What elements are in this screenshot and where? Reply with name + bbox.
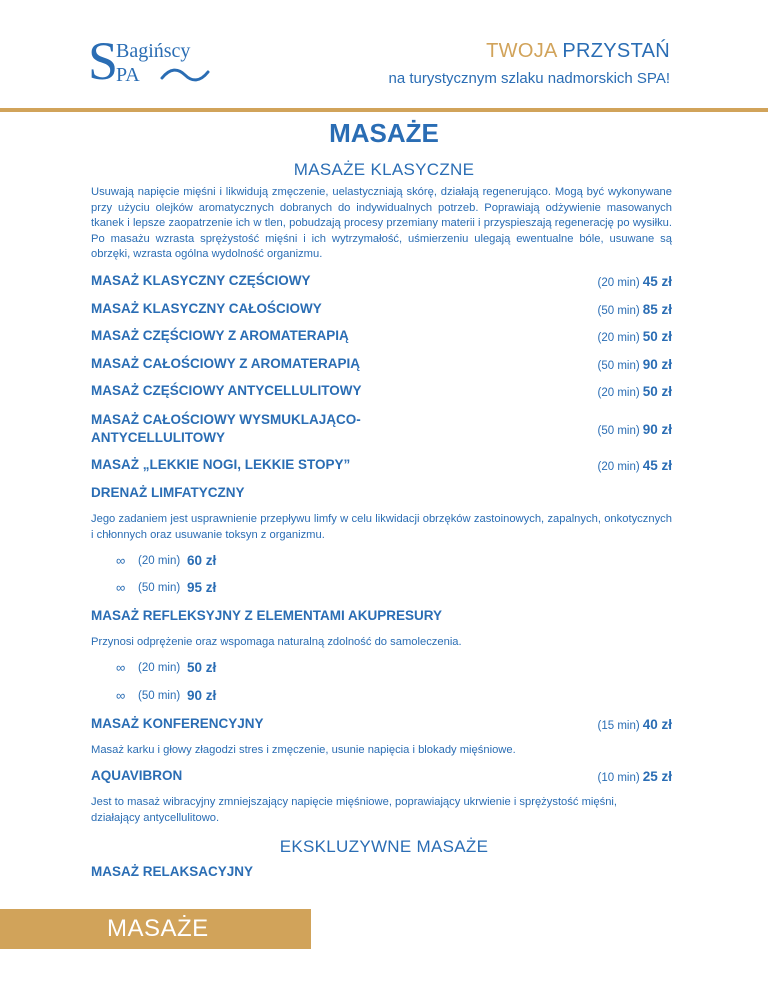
- footer-label: MASAŻE: [107, 915, 209, 942]
- classic-description: Usuwają napięcie mięśni i likwidują zmęczenie, uelastyczniają skórę, działają regenerująco. Mogą być wykonywane przy użyciu olejków aromatycznych dobranych do indywidualnych potrzeb. Poprawiają odżywienie masowanych tkanek i lepsze zaopatrzenie ich w tlen, pobudzają procesy przemiany materii i przyspieszają regenerację po wysiłku. Po masażu wzrasta sprężystość mięśni i ich wytrzymałość, uśmierzeniu ulegają ewentualne bóle, usuwane są obrzęki, wzrasta ogólna wydolność organizmu.: [91, 186, 672, 260]
- aquavibron-title: AQUAVIBRON: [91, 768, 183, 783]
- price-row: [91, 300, 672, 318]
- item-name: MASAŻ CAŁOŚCIOWY Z AROMATERAPIĄ: [91, 356, 360, 371]
- item-name: MASAŻ KLASYCZNY CAŁOŚCIOWY: [91, 301, 322, 316]
- item-price-value: 50 zł: [642, 328, 672, 344]
- tagline-part2: PRZYSTAŃ: [562, 40, 670, 62]
- logo-spa: PA: [116, 64, 140, 86]
- tagline-sub: na turystycznym szlaku nadmorskich SPA!: [388, 70, 670, 87]
- list-item: [116, 688, 216, 703]
- infinity-icon: ∞: [116, 688, 126, 703]
- option-price: 90 zł: [186, 688, 217, 703]
- item-price-value: 45 zł: [642, 457, 672, 473]
- item-price: [598, 329, 672, 344]
- item-name: MASAŻ „LEKKIE NOGI, LEKKIE STOPY”: [91, 457, 351, 472]
- list-item: [116, 660, 216, 675]
- item-duration: (20 min): [597, 460, 640, 473]
- item-price: [598, 422, 672, 437]
- item-price: [598, 384, 672, 399]
- item-duration: (20 min): [597, 331, 640, 344]
- option-duration: (50 min): [138, 581, 181, 594]
- list-item: [116, 580, 216, 595]
- item-price-value: 85 zł: [642, 301, 672, 317]
- logo: [88, 31, 238, 91]
- section-heading: [91, 863, 672, 881]
- item-price-value: 45 zł: [642, 273, 672, 289]
- price-row: [91, 411, 672, 447]
- item-price-value: 90 zł: [642, 356, 672, 372]
- price-row: [91, 272, 672, 290]
- drenaz-description: Jego zadaniem jest usprawnienie przepływu limfy w celu likwidacji obrzęków zastoinowych, zapalnych, onkotycznych i chłonnych oraz usuwanie toksyn z organizmu.: [91, 513, 672, 541]
- item-duration: (20 min): [597, 276, 640, 289]
- list-item: [116, 553, 216, 568]
- option-duration: (50 min): [138, 689, 181, 702]
- refleksyjny-title: MASAŻ REFLEKSYJNY Z ELEMENTAMI AKUPRESURY: [91, 608, 443, 623]
- wave-icon: [160, 66, 210, 84]
- price-row: [91, 715, 672, 733]
- item-price-value: 40 zł: [642, 716, 672, 732]
- item-duration: (50 min): [597, 359, 640, 372]
- price-row: [91, 355, 672, 373]
- option-price: 95 zł: [186, 580, 217, 595]
- item-name: MASAŻ CZĘŚCIOWY ANTYCELLULITOWY: [91, 383, 362, 398]
- relaksacyjny-title: MASAŻ RELAKSACYJNY: [91, 864, 254, 879]
- konferencyjny-title: MASAŻ KONFERENCYJNY: [91, 716, 264, 731]
- item-price: [598, 357, 672, 372]
- konferencyjny-description: Masaż karku i głowy złagodzi stres i zmęczenie, usunie napięcia i blokady mięśniowe.: [91, 744, 516, 756]
- refleksyjny-description: Przynosi odprężenie oraz wspomaga naturalną zdolność do samoleczenia.: [91, 636, 462, 648]
- price-row: [91, 327, 672, 345]
- option-duration: (20 min): [138, 554, 181, 567]
- price-row: [91, 382, 672, 400]
- page-title: MASAŻE: [329, 118, 439, 148]
- item-duration: (10 min): [597, 771, 640, 784]
- item-price-value: 50 zł: [642, 383, 672, 399]
- section-title-exclusive: EKSKLUZYWNE MASAŻE: [279, 837, 489, 856]
- item-price: [598, 717, 672, 732]
- option-price: 60 zł: [186, 553, 217, 568]
- infinity-icon: ∞: [116, 553, 126, 568]
- section-title-classic: MASAŻE KLASYCZNE: [293, 160, 475, 179]
- infinity-icon: ∞: [116, 660, 126, 675]
- item-duration: (50 min): [597, 304, 640, 317]
- item-price: [598, 458, 672, 473]
- header-divider: [0, 108, 768, 112]
- item-price: [598, 769, 672, 784]
- section-heading: [91, 607, 672, 625]
- tagline-part1: TWOJA: [486, 40, 563, 62]
- item-duration: (20 min): [597, 386, 640, 399]
- infinity-icon: ∞: [116, 580, 126, 595]
- option-price: 50 zł: [186, 660, 217, 675]
- item-name: MASAŻ CZĘŚCIOWY Z AROMATERAPIĄ: [91, 328, 349, 343]
- item-price: [598, 274, 672, 289]
- option-duration: (20 min): [138, 661, 181, 674]
- price-row: [91, 456, 672, 474]
- item-price-value: 25 zł: [642, 768, 672, 784]
- item-price-value: 90 zł: [642, 421, 672, 437]
- price-row: [91, 767, 672, 785]
- logo-name: Bagińscy: [116, 40, 191, 62]
- item-name: MASAŻ KLASYCZNY CZĘŚCIOWY: [91, 273, 311, 288]
- item-duration: (50 min): [597, 424, 640, 437]
- section-heading: [91, 484, 672, 502]
- aquavibron-description: Jest to masaż wibracyjny zmniejszający napięcie mięśniowe, poprawiający ukrwienie i sprężystość mięśni, działający antycellulitowo.: [91, 796, 618, 824]
- logo-letter-s: S: [88, 31, 119, 91]
- item-duration: (15 min): [597, 719, 640, 732]
- tagline: [486, 40, 670, 63]
- item-price: [598, 302, 672, 317]
- item-name: MASAŻ CAŁOŚCIOWY WYSMUKLAJĄCO-ANTYCELLULITOWY: [91, 412, 361, 445]
- drenaz-title: DRENAŻ LIMFATYCZNY: [91, 485, 245, 500]
